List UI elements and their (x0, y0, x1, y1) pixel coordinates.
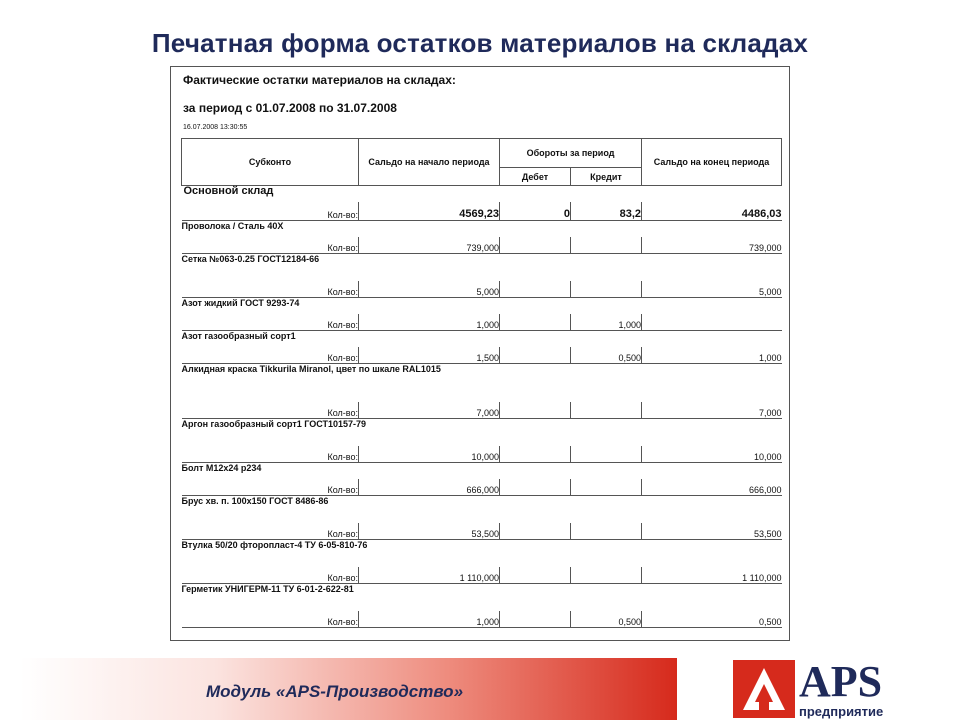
credit-value (571, 567, 642, 584)
item-name-row (182, 331, 782, 348)
qty-label: Кол-во: (182, 446, 359, 463)
debit-value (500, 314, 571, 331)
item-name-row (182, 463, 782, 480)
logo-text: APS (799, 657, 883, 706)
qty-label: Кол-во: (182, 611, 359, 628)
credit-value (571, 237, 642, 254)
credit-value: 83,2 (571, 202, 642, 221)
debit-value (500, 281, 571, 298)
aps-logo (733, 657, 933, 720)
slide-title: Печатная форма остатков материалов на складах (151, 28, 809, 58)
credit-value (571, 281, 642, 298)
debit-value (500, 237, 571, 254)
debit-value (500, 479, 571, 496)
closing-value: 666,000 (642, 479, 782, 496)
debit-value (500, 523, 571, 540)
header-turnover: Обороты за период (500, 139, 642, 168)
item-name: Сетка №063-0.25 ГОСТ12184-66 (181, 254, 320, 264)
opening-value: 7,000 (359, 402, 500, 419)
qty-label: Кол-во: (182, 402, 359, 419)
item-name: Азот газообразный сорт1 (181, 331, 296, 341)
credit-value (571, 402, 642, 419)
report-title: Фактические остатки материалов на складах: (183, 73, 456, 87)
report-sheet (170, 66, 790, 641)
closing-value: 10,000 (642, 446, 782, 463)
item-qty-row (182, 446, 782, 463)
credit-value: 1,000 (571, 314, 642, 331)
item-qty-row (182, 402, 782, 419)
credit-value (571, 523, 642, 540)
balances-table (181, 138, 782, 628)
closing-value: 1,000 (642, 347, 782, 364)
item-name-row (182, 419, 782, 447)
closing-value: 1 110,000 (642, 567, 782, 584)
closing-value: 5,000 (642, 281, 782, 298)
item-name: Аргон газообразный сорт1 ГОСТ10157-79 (181, 419, 367, 429)
warehouse-qty-row (182, 202, 782, 221)
credit-value (571, 479, 642, 496)
debit-value: 0 (500, 202, 571, 221)
item-name: Герметик УНИГЕРМ-11 ТУ 6-01-2-622-81 (181, 584, 354, 594)
item-name-row (182, 364, 782, 403)
opening-value: 739,000 (359, 237, 500, 254)
closing-value (642, 314, 782, 331)
item-qty-row (182, 347, 782, 364)
qty-label: Кол-во: (182, 347, 359, 364)
item-name-row (182, 254, 782, 282)
opening-value: 1,500 (359, 347, 500, 364)
credit-value (571, 446, 642, 463)
opening-value: 4569,23 (359, 202, 500, 221)
opening-value: 1 110,000 (359, 567, 500, 584)
item-qty-row (182, 237, 782, 254)
opening-value: 53,500 (359, 523, 500, 540)
debit-value (500, 611, 571, 628)
qty-label: Кол-во: (182, 523, 359, 540)
qty-label: Кол-во: (182, 567, 359, 584)
qty-label: Кол-во: (182, 281, 359, 298)
header-subject: Субконто (182, 139, 359, 186)
item-qty-row (182, 479, 782, 496)
item-qty-row (182, 523, 782, 540)
warehouse-name: Основной склад (183, 185, 274, 197)
credit-value: 0,500 (571, 611, 642, 628)
closing-value: 4486,03 (642, 202, 782, 221)
item-qty-row (182, 567, 782, 584)
opening-value: 5,000 (359, 281, 500, 298)
opening-value: 1,000 (359, 314, 500, 331)
debit-value (500, 347, 571, 364)
header-opening: Сальдо на начало периода (359, 139, 500, 186)
item-name: Проволока / Сталь 40Х (181, 221, 284, 231)
credit-value: 0,500 (571, 347, 642, 364)
opening-value: 666,000 (359, 479, 500, 496)
item-name: Алкидная краска Tikkurila Miranol, цвет по шкале RAL1015 (181, 364, 441, 374)
item-name-row (182, 540, 782, 568)
debit-value (500, 446, 571, 463)
report-print-date: 16.07.2008 13:30:55 (183, 124, 248, 131)
report-period: за период с 01.07.2008 по 31.07.2008 (183, 101, 397, 115)
item-qty-row (182, 314, 782, 331)
item-qty-row (182, 611, 782, 628)
closing-value: 739,000 (642, 237, 782, 254)
warehouse-name-row (182, 186, 782, 203)
item-name: Втулка 50/20 фторопласт-4 ТУ 6-05-810-76 (181, 540, 368, 550)
qty-label: Кол-во: (182, 237, 359, 254)
header-credit: Кредит (571, 168, 642, 186)
opening-value: 10,000 (359, 446, 500, 463)
item-name-row (182, 221, 782, 238)
header-closing: Сальдо на конец периода (642, 139, 782, 186)
item-qty-row (182, 281, 782, 298)
item-name-row (182, 584, 782, 612)
item-name: Брус хв. п. 100х150 ГОСТ 8486-86 (181, 496, 329, 506)
qty-label: Кол-во: (182, 202, 359, 221)
qty-label: Кол-во: (182, 479, 359, 496)
closing-value: 0,500 (642, 611, 782, 628)
opening-value: 1,000 (359, 611, 500, 628)
debit-value (500, 567, 571, 584)
item-name-row (182, 496, 782, 524)
qty-label: Кол-во: (182, 314, 359, 331)
item-name: Болт М12х24 р234 (181, 463, 262, 473)
closing-value: 7,000 (642, 402, 782, 419)
item-name: Азот жидкий ГОСТ 9293-74 (181, 298, 300, 308)
header-debit: Дебет (500, 168, 571, 186)
logo-subtext: предприятие (799, 704, 884, 719)
logo-mark-icon (733, 660, 795, 718)
debit-value (500, 402, 571, 419)
item-name-row (182, 298, 782, 315)
footer-module-label: Модуль «APS-Производство» (206, 682, 464, 701)
closing-value: 53,500 (642, 523, 782, 540)
